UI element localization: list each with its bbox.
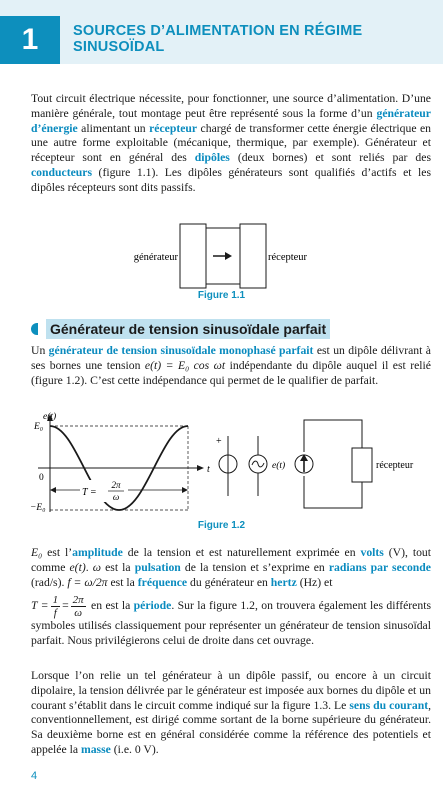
- source-label: e(t): [272, 461, 286, 471]
- text: est l’: [42, 546, 73, 559]
- text: (Hz) et: [296, 575, 333, 589]
- text: est la: [107, 575, 138, 589]
- zero-label: 0: [39, 473, 44, 483]
- equation: e(t): [69, 560, 86, 574]
- keyword: radians par seconde: [328, 560, 431, 574]
- chapter-number: 1: [0, 16, 60, 64]
- receiver-label: récepteur: [268, 252, 308, 263]
- figure-1-1-caption: Figure 1.1: [197, 290, 246, 301]
- energy-arrow-head: [225, 252, 232, 260]
- equation: T =: [31, 599, 49, 613]
- keyword: fréquence: [137, 575, 188, 589]
- generator-box: [180, 224, 206, 288]
- fraction: [51, 594, 61, 619]
- generator-label: générateur: [133, 252, 178, 263]
- figure-1-2-diagram: [28, 410, 428, 522]
- equals-sign: =: [62, 599, 69, 613]
- fraction: [71, 594, 86, 619]
- numerator: 1: [52, 594, 59, 606]
- text: en est la: [87, 599, 134, 613]
- keyword: générateur de tension sinusoïdale monophasé parfait: [48, 344, 314, 357]
- receiver-box: [240, 224, 266, 288]
- chapter-title-line2: SINUSOÏDAL: [73, 39, 165, 55]
- numerator: 2π: [72, 594, 84, 606]
- text: (i.e. 0 V).: [110, 742, 159, 756]
- equation: E₀: [31, 546, 43, 559]
- period-arrow-right: [182, 487, 188, 493]
- amp-label: E₀: [34, 422, 44, 432]
- equation: e(t) = E₀ cos ωt: [144, 358, 226, 372]
- tilde-icon: [252, 461, 264, 467]
- period-arrow-left: [50, 487, 56, 493]
- keyword: période: [133, 599, 172, 613]
- text: (V), tout comme: [31, 546, 432, 574]
- keyword: sens du courant: [349, 698, 429, 712]
- figure-1-2-caption: Figure 1.2: [197, 520, 246, 531]
- keyword: masse: [80, 742, 111, 756]
- text: , conventionnellement, est dirigé comme sortant de la borne supérieure du générateur. Sa deuxième borne est en général considérée comme la référence des potentiels et appelée la: [31, 698, 432, 756]
- section-title: Générateur de tension sinusoïdale parfait: [46, 319, 330, 339]
- text: . Sur la figure 1.2, on trouvera également les différents symboles utilisés classiquement pour représenter un générateur de tension sinusoïdal parfait. Nous privilégierons celui de droite dans cet ouvrage.: [31, 599, 431, 647]
- definition-paragraph: [31, 344, 431, 388]
- figure-1-1-diagram: [120, 220, 320, 298]
- text: Tout circuit électrique nécessite, pour fonctionner, une source d’alimentation. D’une manière générale, tout montage peut être représenté sous la forme d’un: [31, 92, 431, 120]
- keyword: générateur d’énergie: [31, 106, 431, 135]
- period-label: T =: [82, 487, 97, 498]
- text: indépendante du dipôle auquel il est relié (figure 1.2). C’est cette indépendance qui permet de le qualifier de parfait.: [31, 358, 431, 387]
- keyword: amplitude: [72, 546, 123, 559]
- text: (deux bornes) et sont reliés par des: [229, 151, 431, 165]
- text: Un: [31, 344, 49, 357]
- page-number: 4: [31, 770, 38, 782]
- period-denominator: ω: [112, 492, 120, 502]
- current-paragraph: [31, 669, 431, 758]
- receiver-box: [352, 448, 372, 482]
- t-axis-arrow: [197, 465, 204, 471]
- text: est un dipôle délivrant à ses bornes une tension: [31, 344, 431, 372]
- equation: ω: [92, 560, 101, 574]
- equation: f = ω/2π: [67, 575, 108, 589]
- text: Lorsque l’on relie un tel générateur à un dipôle passif, ou encore à un circuit dipolaire, la tension délivrée par le générateur est imposée aux bornes du dipôle et un courant s’établit dans le circuit comme indiqué sur la figure 1.3. Le: [31, 669, 431, 712]
- t-axis-label: t: [207, 464, 210, 475]
- period-paragraph: [31, 594, 431, 649]
- plus-label: +: [216, 436, 222, 447]
- period-numerator: 2π: [111, 480, 121, 490]
- denominator: f: [53, 607, 57, 619]
- denominator: ω: [74, 607, 83, 619]
- keyword: hertz: [270, 575, 297, 589]
- text: du générateur en: [187, 575, 271, 589]
- text: de la tension et s’exprime en: [180, 560, 329, 574]
- keyword: dipôles: [194, 151, 230, 165]
- keyword: conducteurs: [31, 165, 93, 179]
- keyword: volts: [360, 546, 384, 559]
- text: de la tension et est naturellement exprimée en: [122, 546, 361, 559]
- neg-amp-label: −E₀: [30, 503, 46, 513]
- text: .: [85, 560, 93, 574]
- keyword: pulsation: [134, 560, 181, 574]
- amplitude-paragraph: [31, 546, 431, 590]
- keyword: récepteur: [149, 121, 198, 135]
- intro-paragraph: [31, 92, 431, 196]
- text: est la: [101, 560, 135, 574]
- text: alimentant un: [77, 121, 150, 135]
- text: (rad/s).: [31, 575, 68, 589]
- receiver-label: récepteur: [376, 460, 414, 471]
- chapter-title-line1: SOURCES D’ALIMENTATION EN RÉGIME: [73, 23, 363, 39]
- text: chargé de transformer cette énergie électrique en une autre forme exploitable (mécanique, thermique, par exemple). Générateur et récepteur sont en général des: [31, 121, 431, 165]
- text: (figure 1.1). Les dipôles générateurs sont qualifiés d’actifs et les dipôles récepteurs sont dits passifs.: [31, 165, 431, 194]
- y-axis-label: e(t): [43, 412, 57, 422]
- section-bullet-icon: [31, 323, 38, 335]
- chapter-title: [73, 23, 433, 55]
